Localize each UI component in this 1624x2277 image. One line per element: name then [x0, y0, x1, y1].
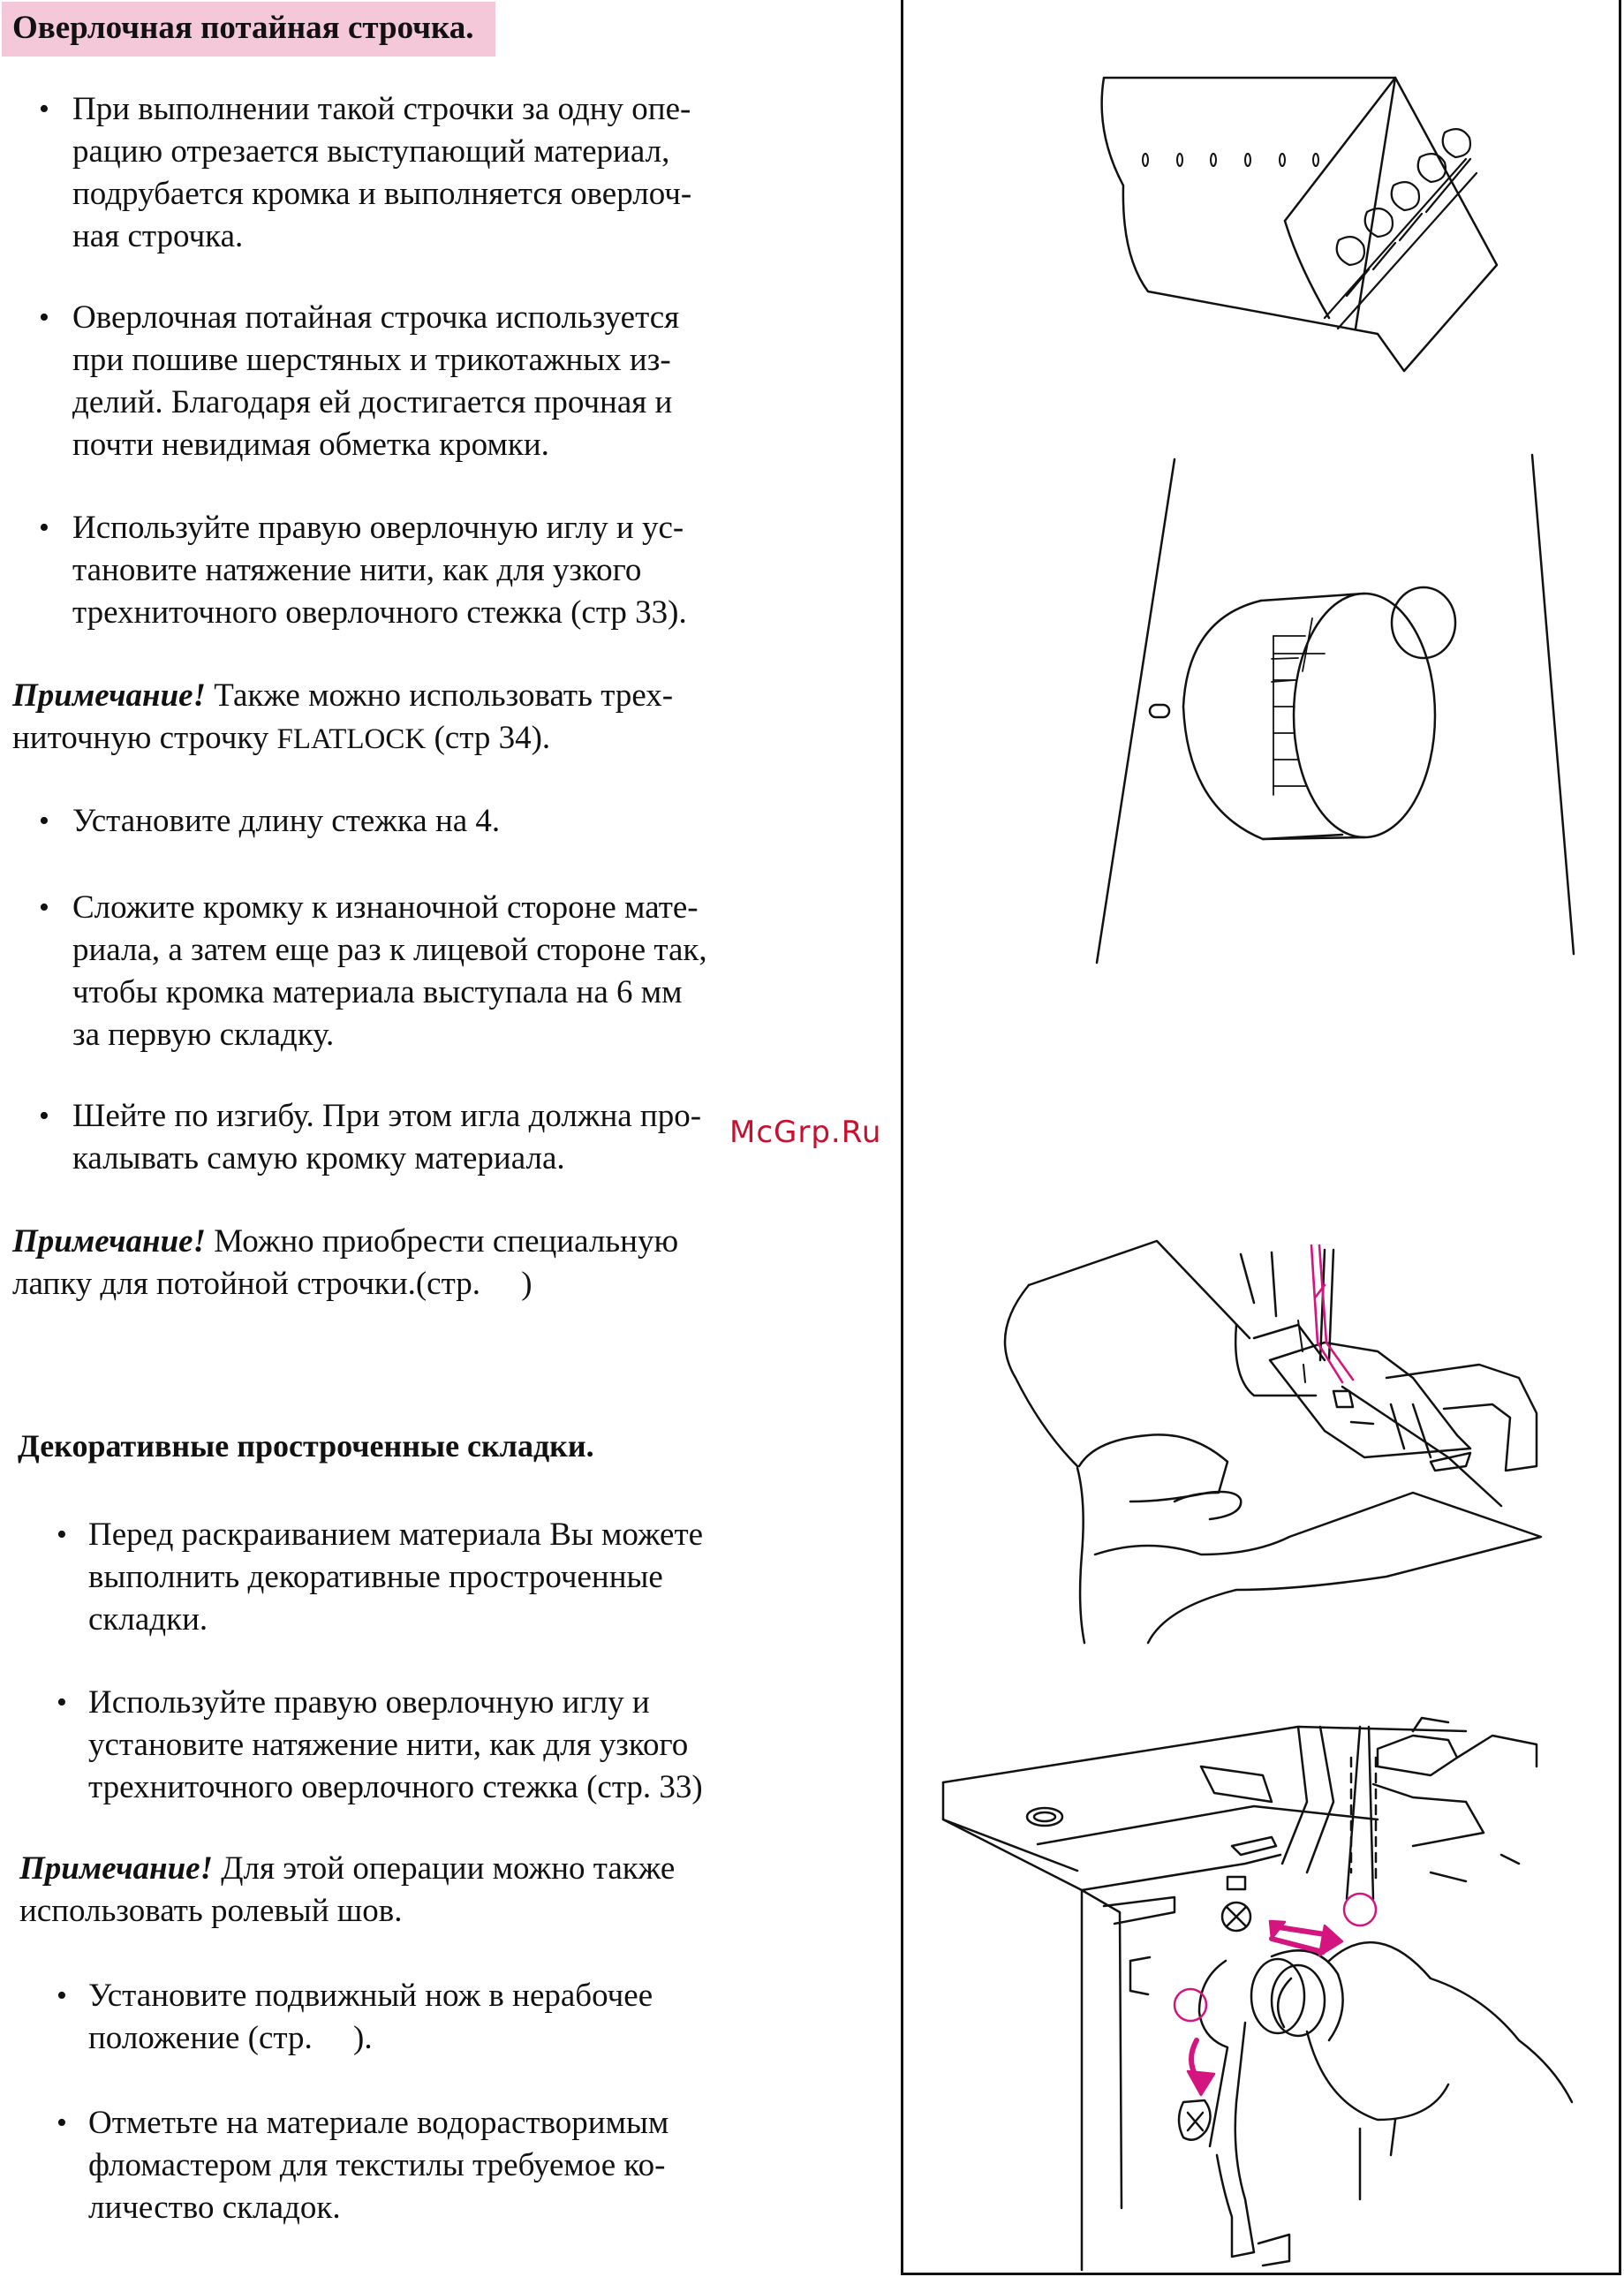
list-item: • При выполнении такой строчки за одну опе- рацию отрезается выступающий материал, подрубается кромка и выполняется оверлоч- ная строчка.	[0, 88, 777, 258]
list-item: • Установите подвижный нож в нерабочее положение (стр. ).	[0, 1975, 795, 2060]
list-item: • Оверлочная потайная строчка используется при пошиве шерстяных и трикотажных из- делий. Благодаря ей достигается прочная и почти невидимая обметка кромки.	[0, 297, 777, 466]
list-item: • Шейте по изгибу. При этом игла должна про- калывать самую кромку материала.	[0, 1095, 795, 1180]
sewing-fold-illustration	[1005, 1241, 1541, 1643]
knife-lever-illustration	[943, 1718, 1572, 2270]
list-item: • Установите длину стежка на 4.	[0, 800, 777, 843]
list-item: • Перед раскраиванием материала Вы можете выполнить декоративные простроченные складки.	[0, 1514, 795, 1641]
blind-hem-fabric-illustration	[1102, 78, 1497, 371]
flatlock-term: FLATLOCK	[276, 723, 427, 755]
note-label: Примечание!	[19, 1850, 214, 1887]
note-label: Примечание!	[12, 1223, 207, 1260]
list-item: • Отметьте на материале водорастворимым фломастером для текстилы требуемое ко- личество складок.	[0, 2102, 795, 2229]
note-label: Примечание!	[12, 677, 207, 714]
note-special-foot: Примечание! Можно приобрести специальную лапку для потойной строчки.(стр. )	[12, 1223, 679, 1302]
list-item: • Сложите кромку к изнаночной стороне мате- риала, а затем еще раз к лицевой стороне так, чтобы кромка материала выступала на 6 мм за первую складку.	[0, 887, 777, 1056]
note-flatlock: Примечание! Также можно использовать трех- ниточную строчку FLATLOCK (стр 34).	[12, 677, 674, 756]
stitch-length-dial-illustration	[1097, 455, 1574, 963]
section-title-pintucks: Декоративные простроченные складки.	[18, 1428, 594, 1464]
list-item: • Используйте правую оверлочную иглу и ус- тановите натяжение нити, как для узкого трехниточного оверлочного стежка (стр 33).	[0, 507, 777, 634]
section-title-blind-hem: Оверлочная потайная строчка.	[2, 2, 495, 57]
note-rolled-hem: Примечание! Для этой операции можно также использовать ролевый шов.	[19, 1850, 676, 1929]
watermark: McGrp.Ru	[729, 1115, 882, 1150]
list-item: • Используйте правую оверлочную иглу и установите натяжение нити, как для узкого трехниточного оверлочного стежка (стр. 33)	[0, 1682, 795, 1809]
